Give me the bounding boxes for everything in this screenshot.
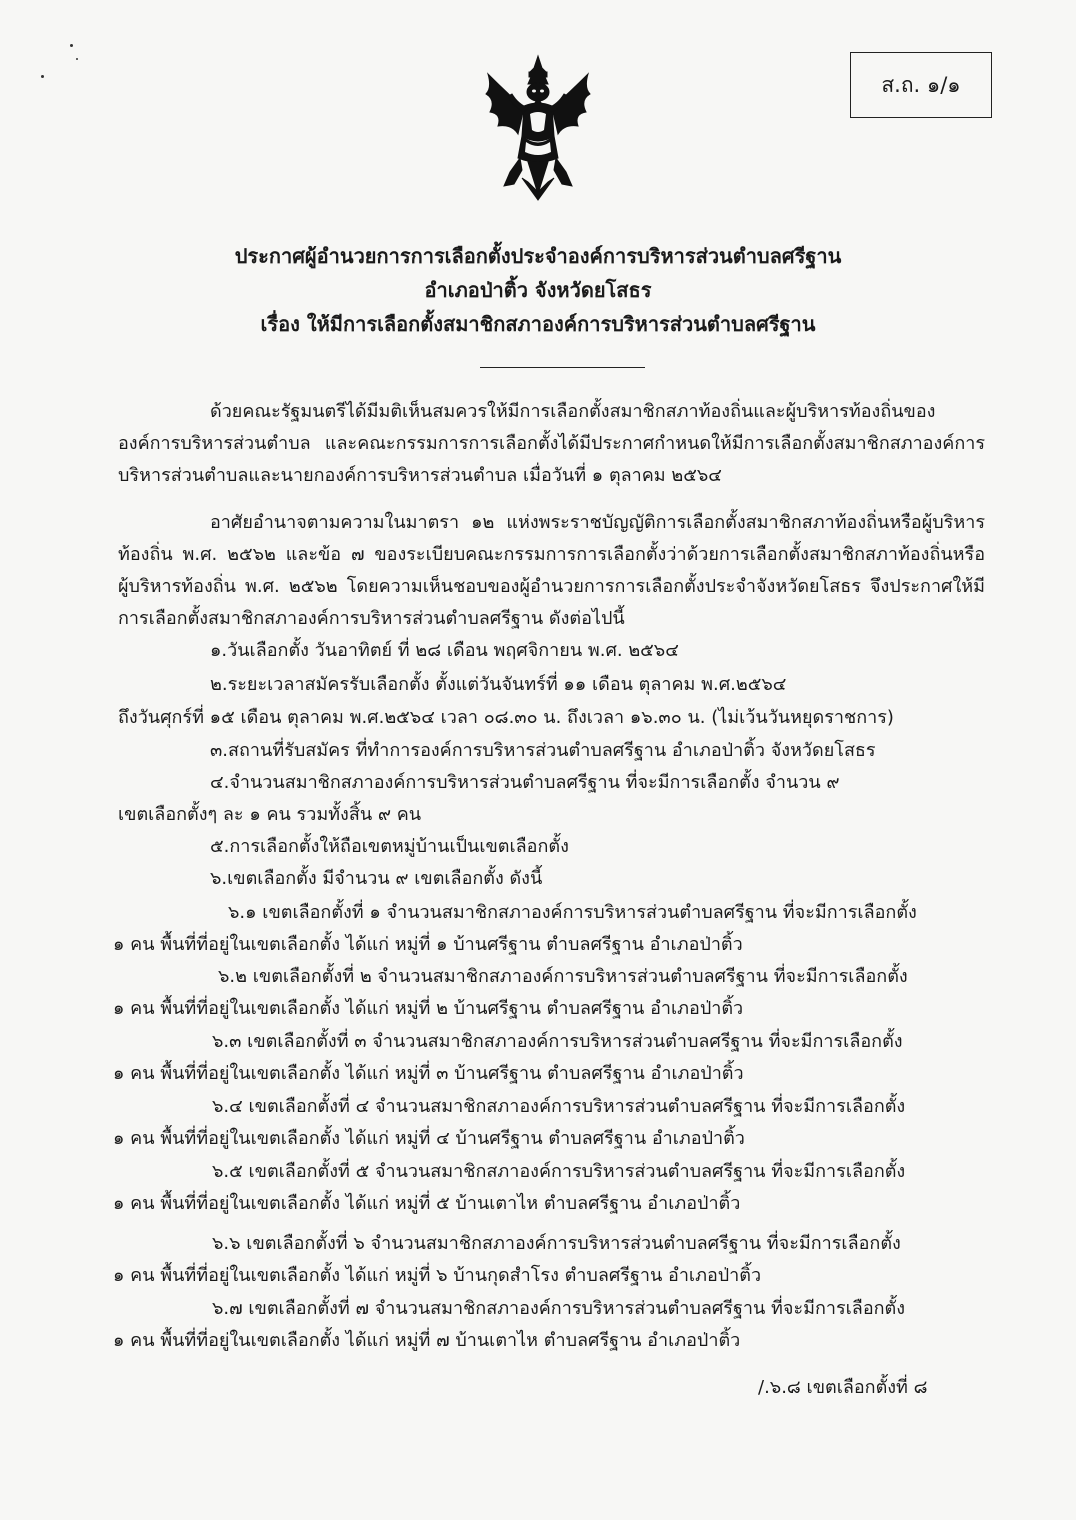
item-6: ๖.เขตเลือกตั้ง มีจำนวน ๙ เขตเลือกตั้ง ดังนี้ <box>210 868 543 889</box>
item-5: ๕.การเลือกตั้งให้ถือเขตหมู่บ้านเป็นเขตเลือกตั้ง <box>210 836 569 857</box>
district-line-2: ๑ คน พื้นที่ที่อยู่ในเขตเลือกตั้ง ได้แก่ หมู่ที่ ๒ บ้านศรีฐาน ตำบลศรีฐาน อำเภอป่าติ้ว <box>113 998 744 1019</box>
form-code: ส.ถ. ๑/๑ <box>881 72 961 97</box>
district-line-2: ๑ คน พื้นที่ที่อยู่ในเขตเลือกตั้ง ได้แก่ หมู่ที่ ๑ บ้านศรีฐาน ตำบลศรีฐาน อำเภอป่าติ้ว <box>113 934 743 955</box>
district-line-1: ๖.๓ เขตเลือกตั้งที่ ๓ จำนวนสมาชิกสภาองค์การบริหารส่วนตำบลศรีฐาน ที่จะมีการเลือกตั้ง <box>212 1031 903 1052</box>
item-1: ๑.วันเลือกตั้ง วันอาทิตย์ ที่ ๒๘ เดือน พฤศจิกายน พ.ศ. ๒๕๖๔ <box>210 640 679 661</box>
paragraph-2-line: ท้องถิ่น พ.ศ. ๒๕๖๒ และข้อ ๗ ของระเบียบคณะกรรมการการเลือกตั้งว่าด้วยการเลือกตั้งสมาชิกสภาท้องถิ่นหรือ <box>118 544 985 565</box>
district-line-1: ๖.๑ เขตเลือกตั้งที่ ๑ จำนวนสมาชิกสภาองค์การบริหารส่วนตำบลศรีฐาน ที่จะมีการเลือกตั้ง <box>228 902 917 923</box>
title-line-1: ประกาศผู้อำนวยการการเลือกตั้งประจำองค์การบริหารส่วนตำบลศรีฐาน <box>234 244 842 268</box>
paragraph-2-line: การเลือกตั้งสมาชิกสภาองค์การบริหารส่วนตำบลศรีฐาน ดังต่อไปนี้ <box>118 608 625 629</box>
paragraph-1-line: บริหารส่วนตำบลและนายกองค์การบริหารส่วนตำบล เมื่อวันที่ ๑ ตุลาคม ๒๕๖๔ <box>118 465 722 486</box>
item-4-line-2: เขตเลือกตั้งๆ ละ ๑ คน รวมทั้งสิ้น ๙ คน <box>118 804 422 825</box>
scan-speck <box>41 75 44 78</box>
item-2-line-2: ถึงวันศุกร์ที่ ๑๕ เดือน ตุลาคม พ.ศ.๒๕๖๔ เวลา ๐๘.๓๐ น. ถึงเวลา ๑๖.๓๐ น. (ไม่เว้นวันหยุดราชการ) <box>118 707 894 728</box>
district-line-1: ๖.๕ เขตเลือกตั้งที่ ๕ จำนวนสมาชิกสภาองค์การบริหารส่วนตำบลศรีฐาน ที่จะมีการเลือกตั้ง <box>212 1161 906 1182</box>
district-line-2: ๑ คน พื้นที่ที่อยู่ในเขตเลือกตั้ง ได้แก่ หมู่ที่ ๕ บ้านเตาไห ตำบลศรีฐาน อำเภอป่าติ้ว <box>113 1193 741 1214</box>
district-line-1: ๖.๔ เขตเลือกตั้งที่ ๔ จำนวนสมาชิกสภาองค์การบริหารส่วนตำบลศรีฐาน ที่จะมีการเลือกตั้ง <box>212 1096 906 1117</box>
paragraph-2-line: อาศัยอำนาจตามความในมาตรา ๑๒ แห่งพระราชบัญญัติการเลือกตั้งสมาชิกสภาท้องถิ่นหรือผู้บริหาร <box>210 512 985 533</box>
paragraph-1-line: องค์การบริหารส่วนตำบล และคณะกรรมการการเลือกตั้งได้มีประกาศกำหนดให้มีการเลือกตั้งสมาชิกสภาองค์การ <box>118 433 985 454</box>
district-line-1: ๖.๒ เขตเลือกตั้งที่ ๒ จำนวนสมาชิกสภาองค์การบริหารส่วนตำบลศรีฐาน ที่จะมีการเลือกตั้ง <box>218 966 908 987</box>
item-2-line-1: ๒.ระยะเวลาสมัครรับเลือกตั้ง ตั้งแต่วันจันทร์ที่ ๑๑ เดือน ตุลาคม พ.ศ.๒๕๖๔ <box>210 674 787 695</box>
garuda-emblem-icon <box>478 54 598 202</box>
paragraph-2-line: ผู้บริหารท้องถิ่น พ.ศ. ๒๕๖๒ โดยความเห็นชอบของผู้อำนวยการการเลือกตั้งประจำจังหวัดยโสธร จึงประกาศให้มี <box>118 576 985 597</box>
paragraph-1-line: ด้วยคณะรัฐมนตรีได้มีมติเห็นสมควรให้มีการเลือกตั้งสมาชิกสภาท้องถิ่นและผู้บริหารท้องถิ่นของ <box>210 401 936 422</box>
district-line-2: ๑ คน พื้นที่ที่อยู่ในเขตเลือกตั้ง ได้แก่ หมู่ที่ ๔ บ้านศรีฐาน ตำบลศรีฐาน อำเภอป่าติ้ว <box>113 1128 745 1149</box>
district-line-2: ๑ คน พื้นที่ที่อยู่ในเขตเลือกตั้ง ได้แก่ หมู่ที่ ๓ บ้านศรีฐาน ตำบลศรีฐาน อำเภอป่าติ้ว <box>113 1063 744 1084</box>
item-3: ๓.สถานที่รับสมัคร ที่ทำการองค์การบริหารส่วนตำบลศรีฐาน อำเภอป่าติ้ว จังหวัดยโสธร <box>210 740 876 761</box>
form-code-box <box>850 52 992 118</box>
district-line-1: ๖.๖ เขตเลือกตั้งที่ ๖ จำนวนสมาชิกสภาองค์การบริหารส่วนตำบลศรีฐาน ที่จะมีการเลือกตั้ง <box>212 1233 901 1254</box>
district-line-2: ๑ คน พื้นที่ที่อยู่ในเขตเลือกตั้ง ได้แก่ หมู่ที่ ๗ บ้านเตาไห ตำบลศรีฐาน อำเภอป่าติ้ว <box>113 1330 741 1351</box>
title-line-3: เรื่อง ให้มีการเลือกตั้งสมาชิกสภาองค์การบริหารส่วนตำบลศรีฐาน <box>260 312 816 336</box>
item-4-line-1: ๔.จำนวนสมาชิกสภาองค์การบริหารส่วนตำบลศรีฐาน ที่จะมีการเลือกตั้ง จำนวน ๙ <box>210 772 840 793</box>
scan-speck <box>76 58 78 60</box>
scan-speck <box>70 44 73 47</box>
title-line-2: อำเภอป่าติ้ว จังหวัดยโสธร <box>424 278 652 302</box>
page-continuation: /.๖.๘ เขตเลือกตั้งที่ ๘ <box>758 1377 928 1398</box>
district-line-1: ๖.๗ เขตเลือกตั้งที่ ๗ จำนวนสมาชิกสภาองค์การบริหารส่วนตำบลศรีฐาน ที่จะมีการเลือกตั้ง <box>212 1298 906 1319</box>
district-line-2: ๑ คน พื้นที่ที่อยู่ในเขตเลือกตั้ง ได้แก่ หมู่ที่ ๖ บ้านกุดสำโรง ตำบลศรีฐาน อำเภอป่าติ้ว <box>113 1265 762 1286</box>
title-divider <box>480 367 645 368</box>
